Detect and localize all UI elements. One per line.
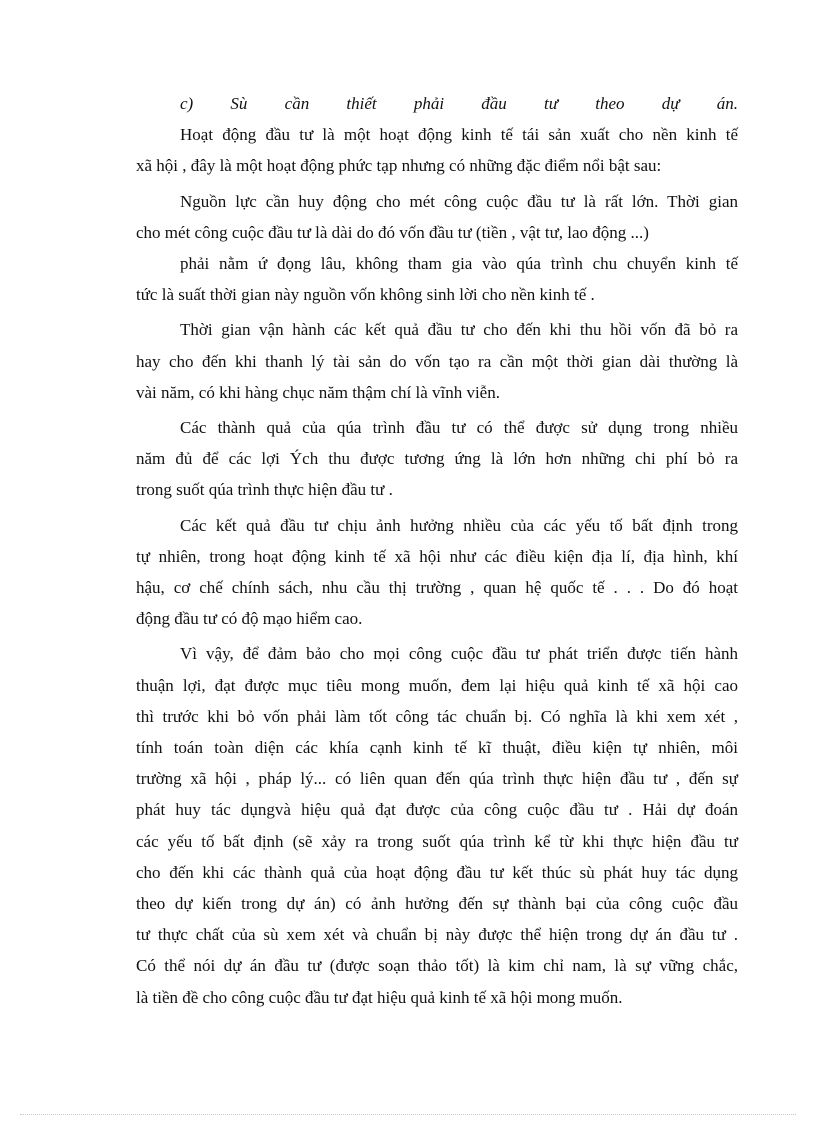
text-line: tính toán toàn diện các khía cạnh kinh tế kĩ thuật, điều kiện tự nhiên, môi [136, 738, 738, 758]
document-page [136, 88, 738, 1017]
text-line: vài năm, có khi hàng chục năm thậm chí là vĩnh viễn. [136, 382, 500, 402]
text-line: hậu, cơ chế chính sách, nhu cầu thị trường , quan hệ quốc tế . . . Do đó hoạt [136, 578, 738, 598]
paragraph-operation-time [136, 314, 738, 408]
text-line: thuận lợi, đạt được mục tiêu mong muốn, đem lại hiệu quả kinh tế xã hội cao [136, 675, 738, 695]
paragraph-results-usage [136, 412, 738, 506]
text-line: Hoạt động đầu tư là một hoạt động kinh tế tái sản xuất cho nền kinh tế [180, 125, 738, 145]
text-line: Nguồn lực cần huy động cho mét công cuộc đầu tư là rất lớn. Thời gian [180, 191, 738, 211]
text-line: Có thể nói dự án đầu tư (được soạn thảo tốt) là kim chỉ nam, là sự vững chắc, [136, 956, 738, 976]
text-line: các yếu tố bất định (sẽ xảy ra trong suốt qúa trình kể từ khi thực hiện đầu tư [136, 831, 738, 851]
text-line: tức là suất thời gian này nguồn vốn không sinh lời cho nền kinh tế . [136, 285, 595, 305]
text-line: Các kết quả đầu tư chịu ảnh hưởng nhiều của các yếu tố bất định trong [180, 515, 738, 535]
text-line: Thời gian vận hành các kết quả đầu tư cho đến khi thu hồi vốn đã bỏ ra [180, 320, 738, 340]
paragraph-uncertainty [136, 510, 738, 635]
page-bottom-rule [20, 1114, 796, 1115]
text-line: trong suốt qúa trình thực hiện đầu tư . [136, 480, 393, 500]
paragraph-intro [136, 119, 738, 181]
text-line: cho đến khi các thành quả của hoạt động đầu tư kết thúc sù phát huy tác dụng [136, 862, 738, 882]
paragraph-conclusion [136, 638, 738, 1012]
text-line: theo dự kiến trong dự án) có ảnh hưởng đến sự thành bại của công cuộc đầu [136, 894, 738, 914]
text-line: phát huy tác dụngvà hiệu quả đạt được của công cuộc đầu tư . Hải dự đoán [136, 800, 738, 820]
paragraph-capital-locked [136, 248, 738, 310]
text-line: thì trước khi bỏ vốn phải làm tốt công tác chuẩn bị. Có nghĩa là khi xem xét , [136, 706, 738, 726]
text-line: là tiền đề cho công cuộc đầu tư đạt hiệu quả kinh tế xã hội mong muốn. [136, 987, 623, 1007]
text-line: năm đủ để các lợi Ých thu được tương ứng là lớn hơn những chi phí bỏ ra [136, 449, 738, 469]
text-line: tự nhiên, trong hoạt động kinh tế xã hội như các điều kiện địa lí, địa hình, khí [136, 546, 738, 566]
text-line: tư thực chất của sù xem xét và chuẩn bị này được thể hiện trong dự án đầu tư . [136, 925, 738, 945]
text-line: xã hội , đây là một hoạt động phức tạp nhưng có những đặc điểm nổi bật sau: [136, 156, 662, 176]
section-heading: c) Sù cần thiết phải đầu tư theo dự án. [180, 94, 738, 113]
text-line: hay cho đến khi thanh lý tài sản do vốn tạo ra cần một thời gian dài thường là [136, 351, 738, 371]
text-line: động đầu tư có độ mạo hiểm cao. [136, 609, 363, 629]
text-line: cho mét công cuộc đầu tư là dài do đó vốn đầu tư (tiền , vật tư, lao động ...) [136, 222, 649, 242]
text-line: Các thành quả của qúa trình đầu tư có thể được sử dụng trong nhiều [180, 418, 738, 438]
text-line: Vì vậy, để đảm bảo cho mọi công cuộc đầu tư phát triển được tiến hành [180, 644, 738, 664]
text-line: trường xã hội , pháp lý... có liên quan đến qúa trình thực hiện đầu tư , đến sự [136, 769, 738, 789]
paragraph-resources [136, 186, 738, 248]
text-line: phải nằm ứ đọng lâu, không tham gia vào qúa trình chu chuyển kinh tế [180, 254, 738, 274]
